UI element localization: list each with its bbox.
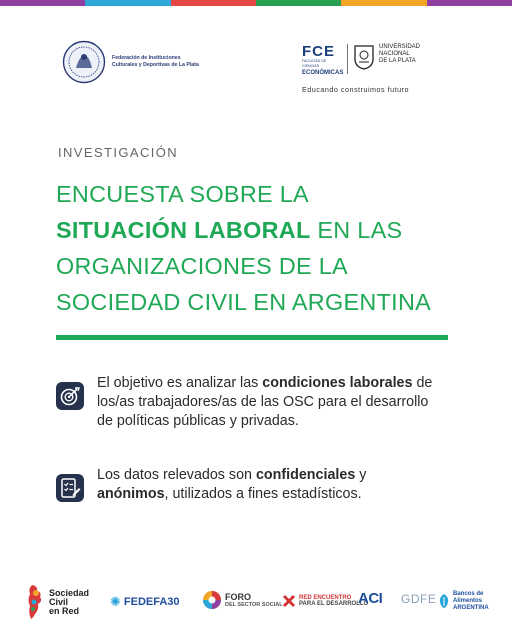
target-icon — [56, 382, 84, 410]
text-bold: anónimos — [97, 486, 165, 502]
ribbon-icon — [282, 594, 296, 608]
page-title — [56, 176, 476, 320]
fce-mark — [302, 44, 342, 77]
foro-text — [225, 593, 283, 608]
bancos-text — [453, 591, 489, 611]
unlp-line: UNIVERSIDAD — [379, 44, 421, 50]
fce-small-text: FACULTAD DE CIENCIAS — [302, 59, 327, 68]
title-line — [56, 212, 476, 248]
title-line: SOCIEDAD CIVIL EN ARGENTINA — [56, 289, 432, 315]
logo-line: Alimentos — [453, 597, 483, 604]
top-bar-segment — [427, 0, 512, 6]
confidentiality-item — [56, 466, 437, 504]
bancos-alimentos-icon — [438, 593, 450, 609]
section-kicker: INVESTIGACIÓN — [58, 145, 179, 160]
fce-unlp-logo — [302, 44, 432, 94]
objective-text — [97, 374, 437, 431]
text-bold: confidenciales — [255, 467, 356, 483]
text-part: El objetivo es analizar las — [97, 375, 263, 391]
foro-wheel-icon — [202, 590, 222, 610]
unlp-line: DE LA PLATA — [379, 58, 416, 64]
title-line: ORGANIZACIONES DE LA — [56, 253, 348, 279]
logo-line: RED ENCUENTRO — [299, 594, 352, 601]
top-bar-segment — [256, 0, 341, 6]
logo-line: Bancos de — [453, 591, 484, 597]
unlp-line: NACIONAL — [379, 51, 410, 57]
title-line-rest: EN LAS — [310, 217, 403, 243]
top-color-bar — [0, 0, 512, 6]
text-part: de los/as trabajadores/as de las OSC para el desarrollo de políticas públicas y privadas. — [97, 375, 433, 429]
unlp-name — [379, 44, 420, 65]
logo-line: Civil — [49, 596, 69, 607]
foro-logo — [202, 590, 283, 610]
text-part: Los datos relevados son — [97, 467, 256, 483]
logo-line: FORO — [225, 591, 251, 602]
federacion-seal-icon — [62, 40, 106, 84]
title-highlight: SITUACIÓN LABORAL — [56, 217, 311, 243]
logo-line: en Red — [49, 605, 80, 616]
logo-line: ARGENTINA — [453, 604, 489, 611]
top-bar-segment — [171, 0, 256, 6]
fedefa-swirl-icon: ✺ — [110, 594, 121, 609]
fedefa-logo — [110, 594, 180, 610]
fce-acronym: FCE — [302, 43, 335, 60]
logo-line: PARA EL DESARROLLO — [299, 601, 369, 607]
fedefa-text: FEDEFA30 — [123, 596, 180, 608]
fce-tagline: Educando construimos futuro — [302, 85, 409, 94]
sociedad-civil-text — [49, 589, 89, 616]
green-divider — [56, 335, 448, 340]
aci-logo: ACI — [358, 590, 383, 607]
logo-line: Sociedad — [49, 587, 90, 598]
objective-item — [56, 374, 437, 431]
gdfe-logo: GDFE — [401, 592, 437, 606]
checklist-icon — [56, 474, 84, 502]
title-line: ENCUESTA SOBRE LA — [56, 181, 309, 207]
logo-line: DEL SECTOR SOCIAL — [225, 601, 283, 608]
federacion-name: Federación de Instituciones Culturales y Deportivas de La Plata — [112, 55, 199, 68]
sociedad-civil-logo — [24, 584, 89, 620]
argentina-map-icon — [24, 584, 46, 620]
unlp-seal-icon — [353, 44, 375, 70]
top-bar-segment — [341, 0, 426, 6]
text-bold: condiciones laborales — [262, 375, 413, 391]
logo-separator — [347, 44, 348, 74]
top-bar-segment — [85, 0, 170, 6]
red-encuentro-logo — [282, 594, 368, 608]
confidentiality-text — [97, 466, 437, 504]
fce-economicas: ECONÓMICAS — [302, 70, 344, 76]
top-bar-segment — [0, 0, 85, 6]
partner-logos — [24, 582, 488, 628]
federacion-logo — [62, 40, 202, 84]
bancos-alimentos-logo — [438, 591, 489, 611]
text-part: , utilizados a fines estadísticos. — [164, 486, 362, 502]
text-part: y — [355, 467, 367, 483]
